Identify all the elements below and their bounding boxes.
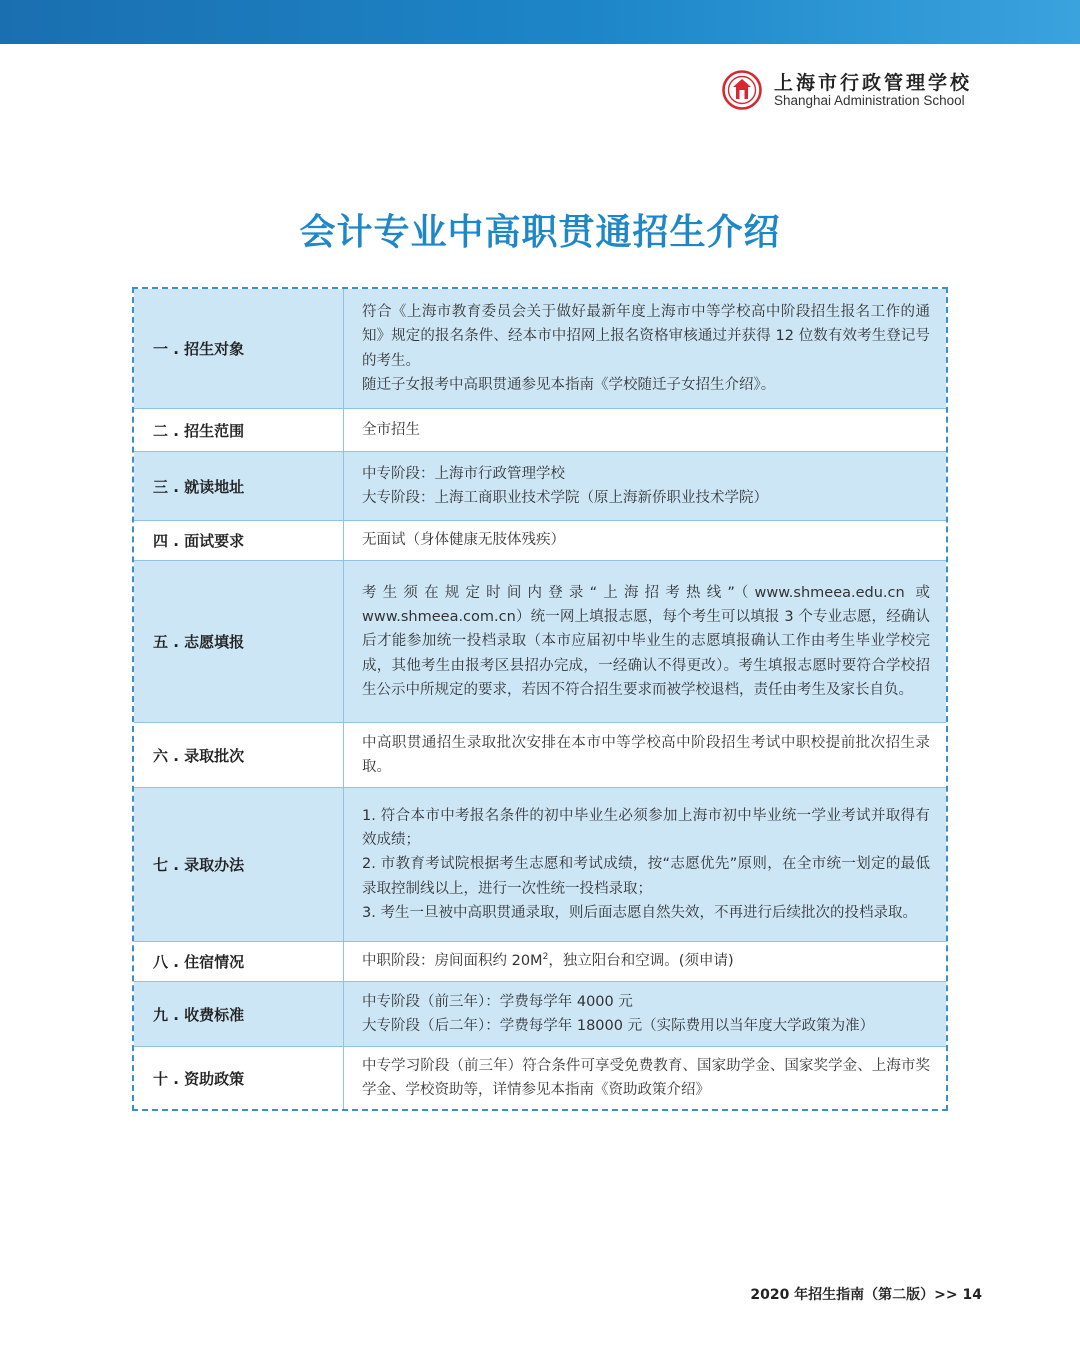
row-content: [344, 289, 946, 408]
table-row-application: [134, 560, 946, 722]
row-text: 中专阶段（前三年）：学费每学年 4000 元: [362, 993, 633, 1010]
row-label: 三 . 就读地址: [134, 452, 344, 520]
row-text: 大专阶段（后二年）：学费每学年 18000 元（实际费用以当年度大学政策为准）: [362, 1018, 875, 1034]
row-content: [344, 982, 946, 1046]
school-name-cn: 上海市行政管理学校: [774, 72, 973, 94]
superscript-2: 2: [542, 952, 549, 963]
row-content: [344, 723, 946, 787]
row-content: [344, 409, 946, 451]
row-text: 考生须在规定时间内登录“上海招考热线”（www.shmeea.edu.cn 或 www.shmeea.com.cn）统一网上填报志愿，每个考生可以填报 3 个专业志愿，经确认后才能参加统一投档录取（本市应届初中毕业生的志愿填报确认工作由考生毕业学校完成，其他考生由报考区县招办完成，一经确认不得更改）。考生填报志愿时要符合学校招生公示中所规定的要求，若因不符合招生要求而被学校退档，责任由考生及家长自负。: [362, 584, 930, 698]
table-row-fees: [134, 981, 946, 1046]
row-text: 中高职贯通招生录取批次安排在本市中等学校高中阶段招生考试中职校提前批次招生录取。: [362, 734, 930, 775]
row-text: 3. 考生一旦被中高职贯通录取，则后面志愿自然失效，不再进行后续批次的投档录取。: [362, 904, 917, 921]
row-content: [344, 561, 946, 722]
row-text: 1. 符合本市中考报名条件的初中毕业生必须参加上海市初中毕业统一学业考试并取得有效成绩；: [362, 807, 930, 849]
row-text: 大专阶段：上海工商职业技术学院（原上海新侨职业技术学院）: [362, 490, 768, 506]
row-text: [362, 949, 930, 973]
row-label: 十 . 资助政策: [134, 1047, 344, 1109]
table-row-admission-scope: [134, 408, 946, 451]
school-name-en: Shanghai Administration School: [774, 93, 965, 108]
row-text: 中专学习阶段（前三年）符合条件可享受免费教育、国家助学金、国家奖学金、上海市奖学金、学校资助等，详情参见本指南《资助政策介绍》: [362, 1057, 930, 1098]
housing-text-after: ，独立阳台和空调。(须申请): [548, 953, 734, 970]
row-label: 四 . 面试要求: [134, 521, 344, 560]
row-content: [344, 788, 946, 941]
row-label: 二 . 招生范围: [134, 409, 344, 451]
school-logo: [722, 68, 992, 114]
row-text: 符合《上海市教育委员会关于做好最新年度上海市中等学校高中阶段招生报名工作的通知》规定的报名条件、经本市中招网上报名资格审核通过并获得 12 位数有效考生登记号的考生。: [362, 304, 930, 369]
table-row-admission-target: [134, 289, 946, 408]
housing-text-before: 中职阶段：房间面积约 20M: [362, 953, 543, 970]
row-content: [344, 942, 946, 981]
row-label: 五 . 志愿填报: [134, 561, 344, 722]
page-footer: 2020 年招生指南（第二版）>> 14: [750, 1287, 982, 1303]
row-content: [344, 452, 946, 520]
row-content: [344, 521, 946, 560]
row-text: 无面试（身体健康无肢体残疾）: [362, 532, 565, 549]
table-row-financial-aid: [134, 1046, 946, 1109]
table-row-study-address: [134, 451, 946, 520]
row-text: 中专阶段：上海市行政管理学校: [362, 465, 565, 482]
row-content: [344, 1047, 946, 1109]
table-row-admission-batch: [134, 722, 946, 787]
table-row-housing: [134, 941, 946, 981]
row-text: 随迁子女报考中高职贯通参见本指南《学校随迁子女招生介绍》。: [362, 376, 776, 393]
admission-info-table: [132, 287, 948, 1111]
page-title: 会计专业中高职贯通招生介绍: [299, 212, 781, 253]
table-row-interview: [134, 520, 946, 560]
row-label: 七 . 录取办法: [134, 788, 344, 941]
row-label: 八 . 住宿情况: [134, 942, 344, 981]
table-row-admission-method: [134, 787, 946, 941]
row-label: 六 . 录取批次: [134, 723, 344, 787]
school-emblem-icon: [722, 70, 762, 110]
top-banner: [0, 0, 1080, 44]
row-text: 全市招生: [362, 421, 420, 438]
row-label: 九 . 收费标准: [134, 982, 344, 1046]
row-text: 2. 市教育考试院根据考生志愿和考试成绩，按“志愿优先”原则，在全市统一划定的最低录取控制线以上，进行一次性统一投档录取；: [362, 856, 930, 897]
row-label: 一 . 招生对象: [134, 289, 344, 408]
